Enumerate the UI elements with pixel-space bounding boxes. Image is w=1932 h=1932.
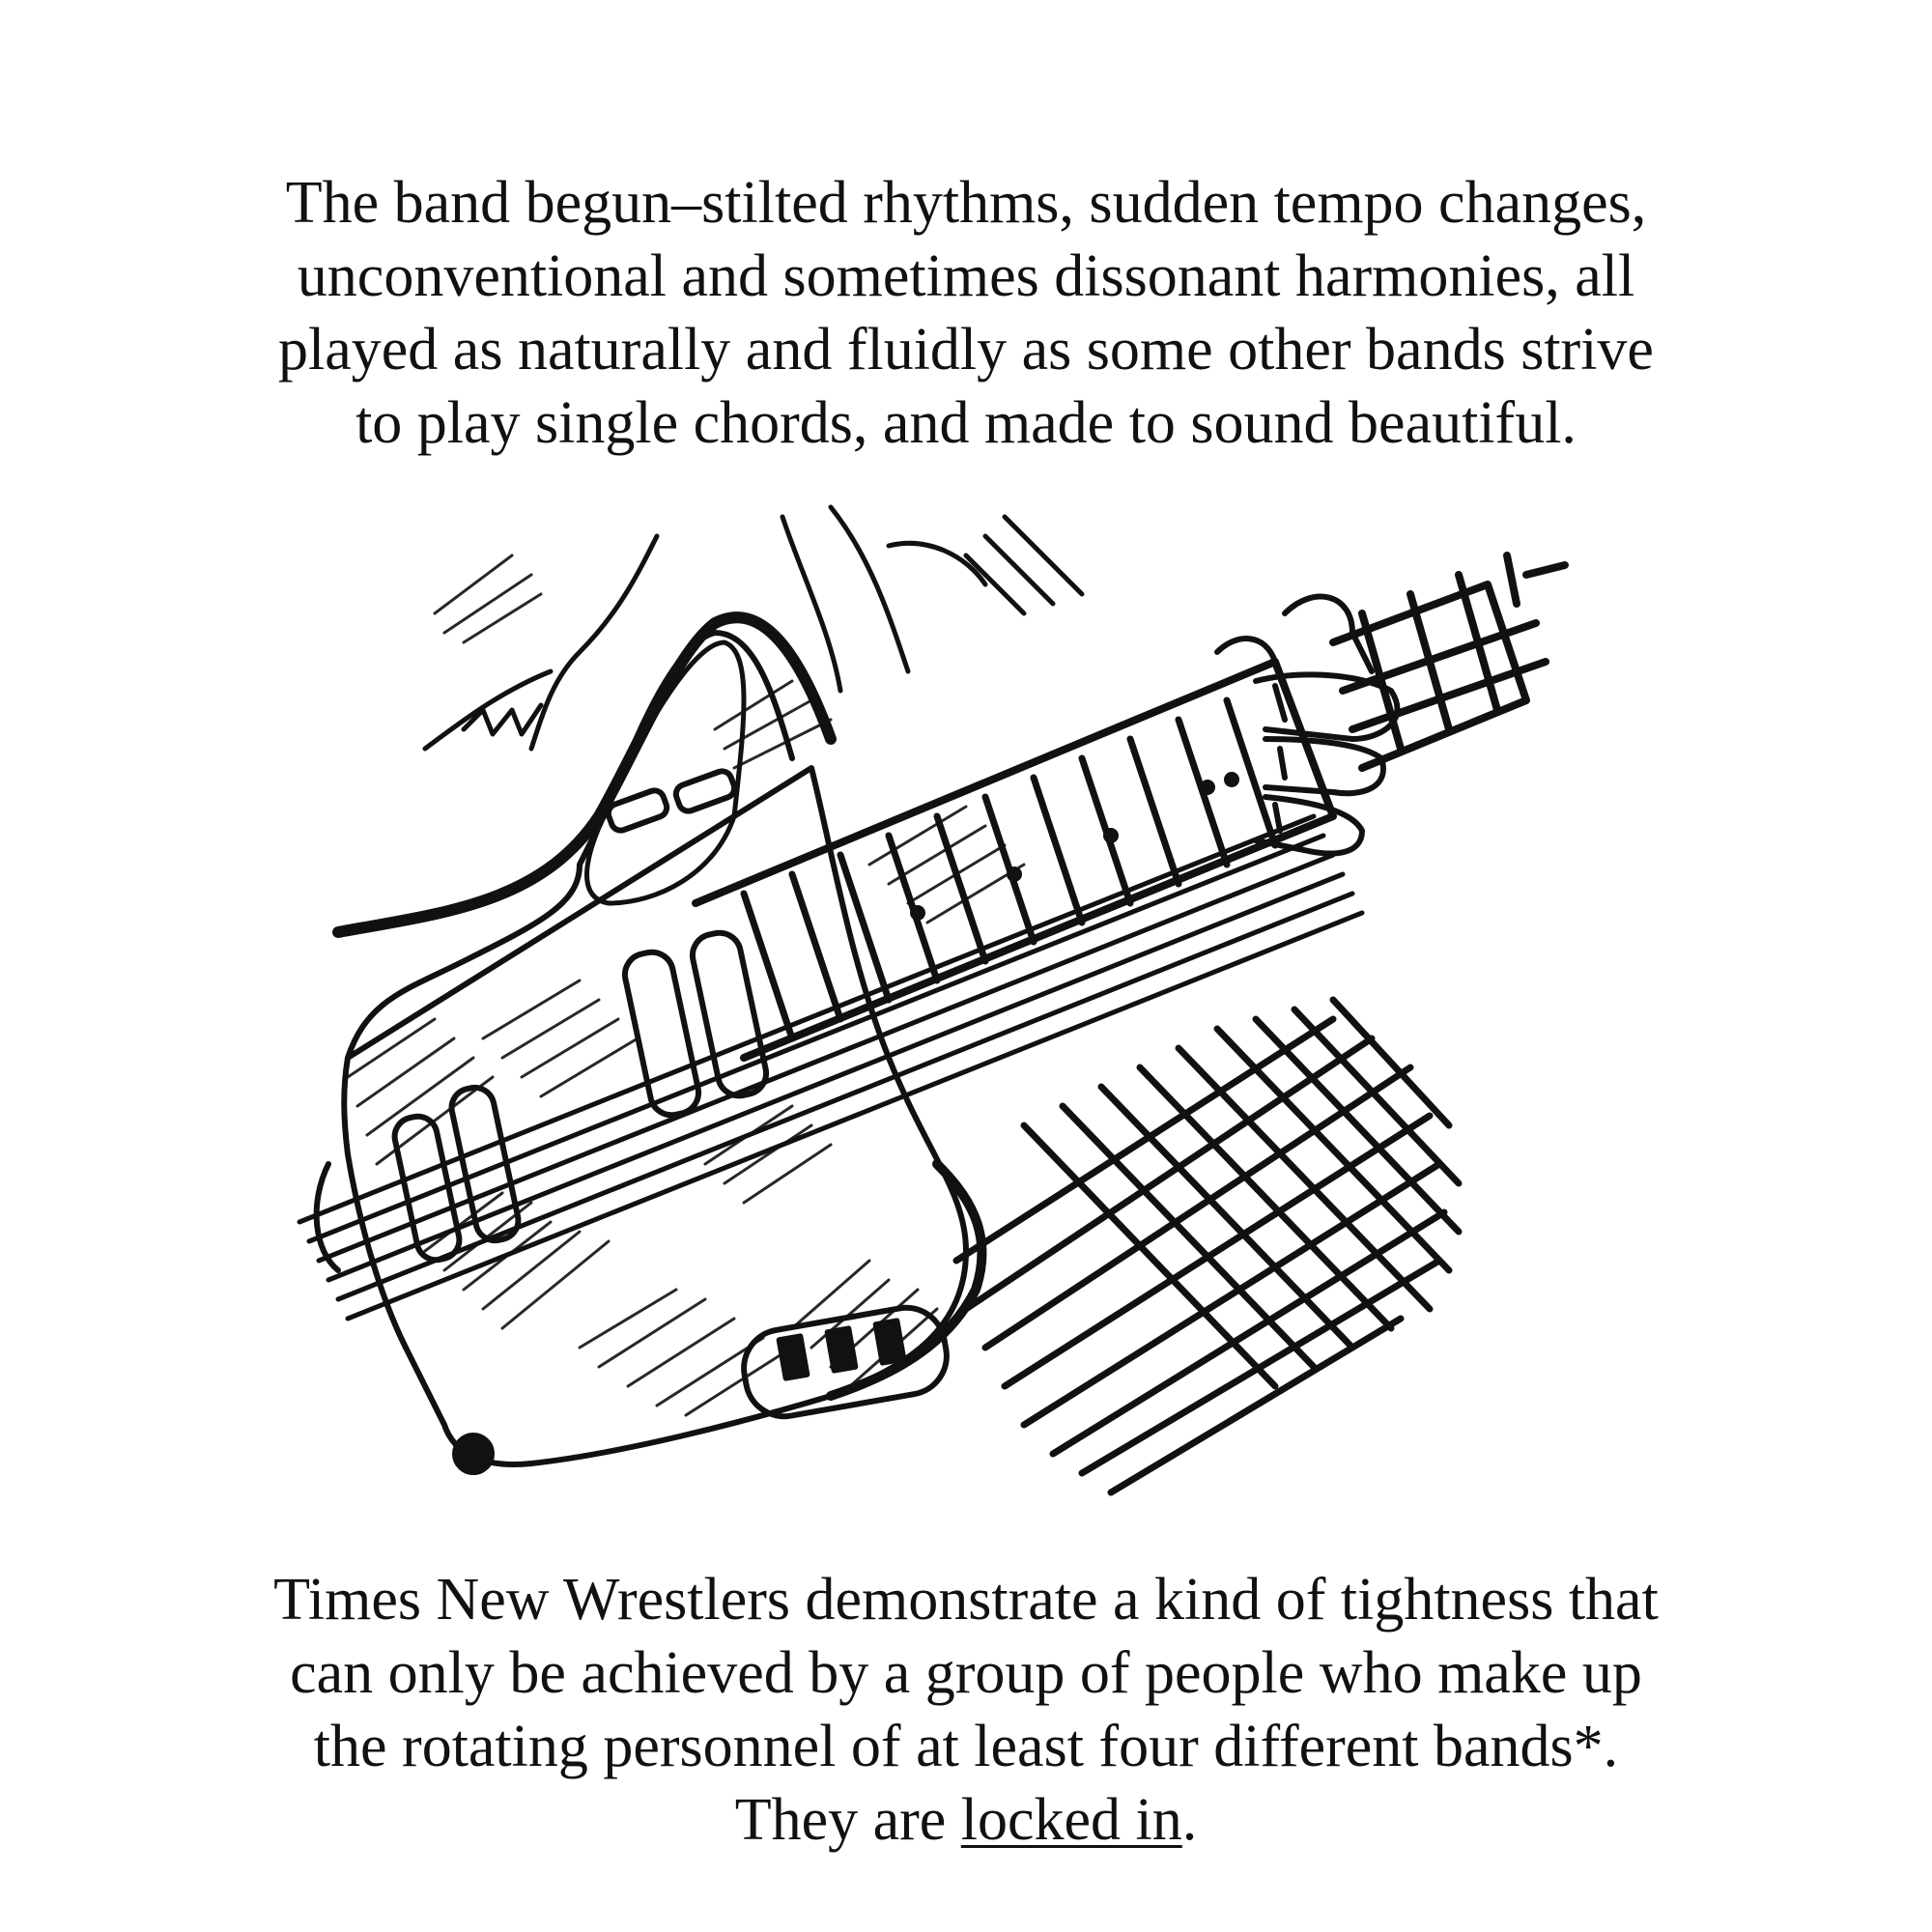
top-caption-line-2: unconventional and sometimes dissonant harmonies, all — [297, 243, 1635, 309]
top-caption-line-4: to play single chords, and made to sound beautiful. — [355, 390, 1577, 456]
background-strokes — [425, 507, 1082, 749]
bottom-caption-line-2: can only be achieved by a group of people who make up — [290, 1640, 1642, 1706]
bottom-caption — [222, 1563, 1710, 1857]
bottom-caption-line-4 — [222, 1783, 1710, 1857]
bottom-caption-line-1: Times New Wrestlers demonstrate a kind of tightness that — [273, 1567, 1659, 1633]
guitar-neck-outline — [696, 662, 1333, 1058]
guitar-illustration — [290, 497, 1652, 1512]
bottom-caption-prefix: They are — [734, 1787, 961, 1853]
bottom-caption-line-3: the rotating personnel of at least four different bands*. — [313, 1714, 1619, 1779]
locked-in-emphasis: locked in — [960, 1787, 1182, 1853]
top-caption — [222, 166, 1710, 460]
top-caption-line-1: The band begun–stilted rhythms, sudden tempo changes, — [285, 170, 1647, 236]
top-caption-line-3: played as naturally and fluidly as some other bands strive — [278, 317, 1654, 383]
bottom-caption-suffix: . — [1181, 1787, 1198, 1853]
hatch-pattern-right — [956, 1000, 1459, 1492]
guitar-sketch-icon — [290, 497, 1652, 1512]
output-jack-icon — [454, 1435, 493, 1473]
